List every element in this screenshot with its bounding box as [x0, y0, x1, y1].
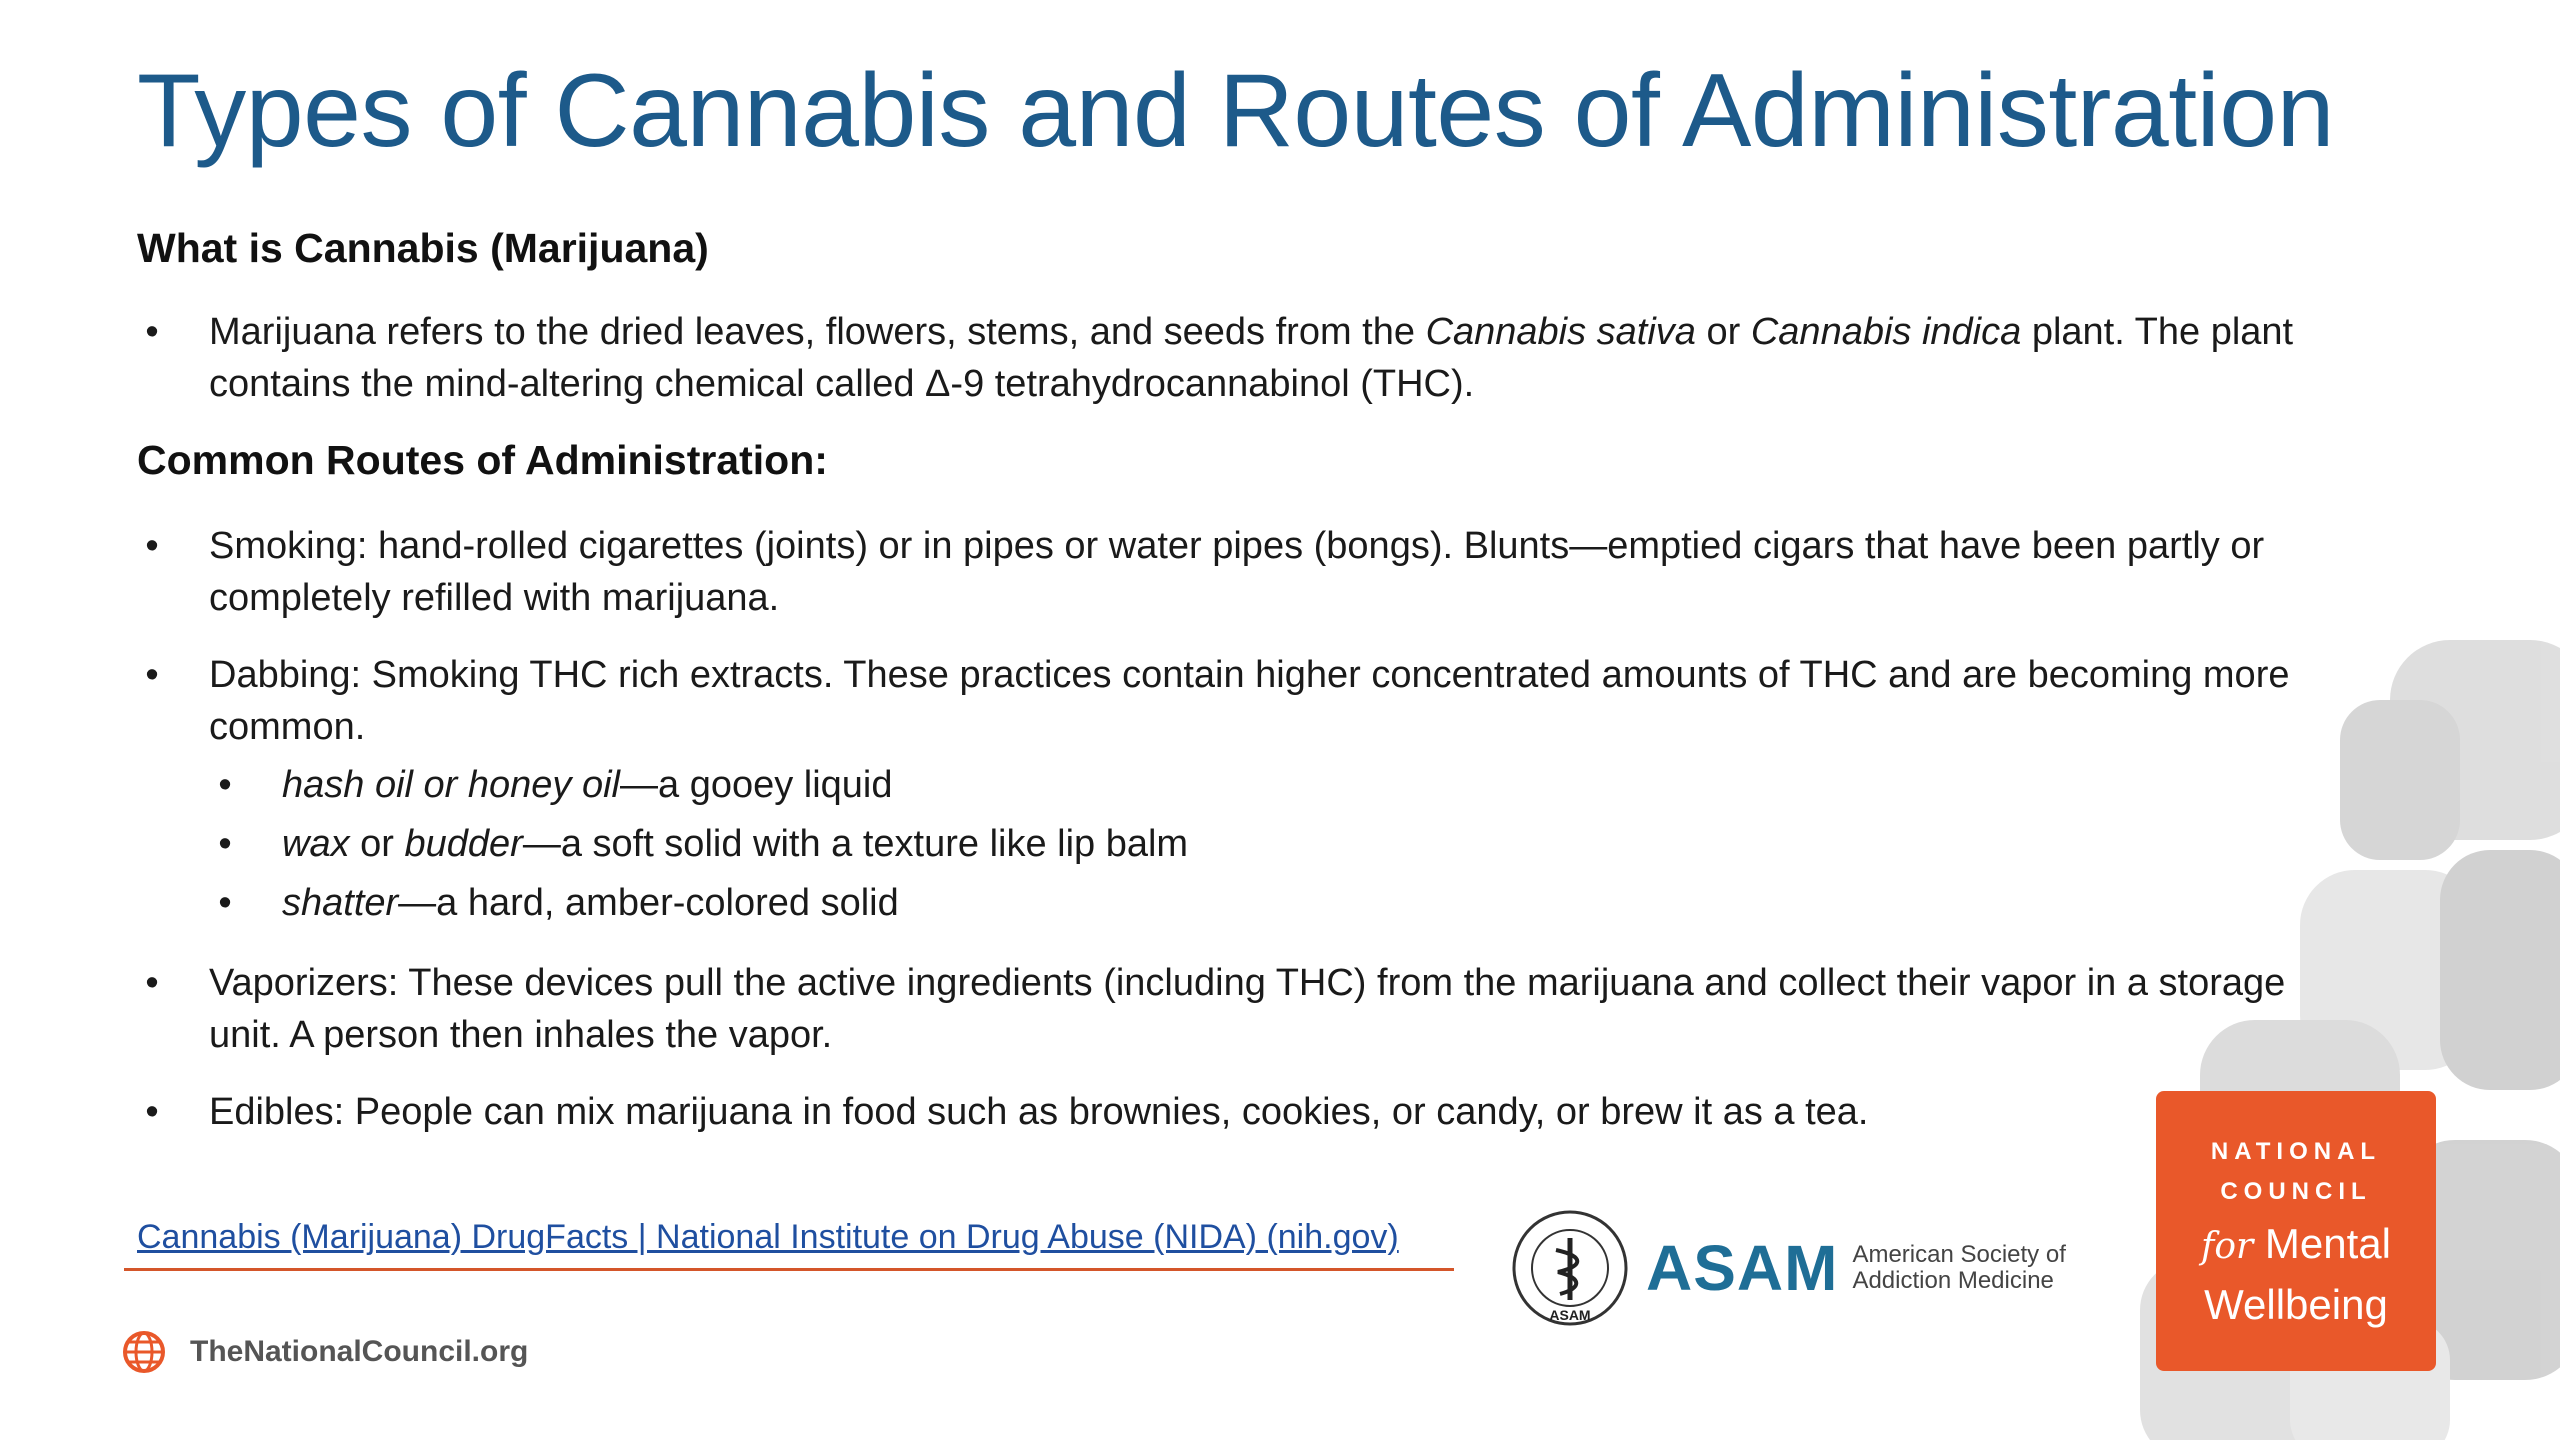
bullet-text: Dabbing: Smoking THC rich extracts. These practices contain higher concentrated amounts of THC and are becoming more common.	[209, 654, 2290, 748]
bullet-text: shatter—a hard, amber-colored solid	[282, 882, 899, 924]
section-heading-what-is-cannabis: What is Cannabis (Marijuana)	[137, 225, 709, 271]
section-heading-routes: Common Routes of Administration:	[137, 437, 828, 483]
list-item-vaporizers	[137, 957, 2367, 1061]
list-item-smoking	[137, 520, 2367, 624]
bullet-icon: •	[145, 654, 159, 696]
asam-logo	[1510, 1208, 2066, 1328]
bullet-icon: •	[145, 962, 159, 1004]
bullet-icon: •	[218, 823, 232, 865]
bullet-text: Marijuana refers to the dried leaves, flowers, stems, and seeds from the Cannabis sativa or Cannabis indica plant. The plant contains the mind-altering chemical called Δ-9 tetrahydrocannabinol (THC).	[209, 311, 2294, 405]
sub-list-item	[210, 818, 2310, 870]
globe-icon	[122, 1330, 166, 1374]
asam-subtitle	[1852, 1242, 2065, 1294]
bullet-text: hash oil or honey oil—a gooey liquid	[282, 764, 893, 806]
sub-list-item	[210, 759, 2310, 811]
nc-line-wellbeing: Wellbeing	[2204, 1280, 2388, 1328]
footer-site	[122, 1330, 528, 1374]
list-item-dabbing	[137, 649, 2367, 753]
bullet-icon: •	[145, 1091, 159, 1133]
page-title: Types of Cannabis and Routes of Administration	[137, 53, 2334, 169]
list-item-edibles	[137, 1086, 2367, 1138]
list-item	[137, 306, 2367, 410]
nc-line-council: COUNCIL	[2220, 1177, 2372, 1205]
bullet-text: Edibles: People can mix marijuana in food such as brownies, cookies, or candy, or brew it as a tea.	[209, 1091, 1869, 1133]
asam-seal-icon	[1510, 1208, 1630, 1328]
asam-wordmark: ASAM	[1646, 1232, 1839, 1304]
national-council-logo	[2156, 1091, 2436, 1371]
bullet-text: Smoking: hand-rolled cigarettes (joints) or in pipes or water pipes (bongs). Blunts—emptied cigars that have been partly or completely refilled with marijuana.	[209, 525, 2265, 619]
bullet-icon: •	[145, 525, 159, 567]
footer-divider	[124, 1268, 1454, 1271]
nc-line-national: NATIONAL	[2210, 1137, 2382, 1165]
bullet-icon: •	[218, 764, 232, 806]
bullet-text: wax or budder—a soft solid with a texture like lip balm	[282, 823, 1189, 865]
bullet-icon: •	[145, 311, 159, 353]
asam-subtitle-line2: Addiction Medicine	[1852, 1267, 2054, 1294]
bullet-icon: •	[218, 882, 232, 924]
bullet-text: Vaporizers: These devices pull the active ingredients (including THC) from the marijuana and collect their vapor in a storage unit. A person then inhales the vapor.	[209, 962, 2286, 1056]
sub-list-item	[210, 877, 2310, 929]
source-link[interactable]: Cannabis (Marijuana) DrugFacts | National Institute on Drug Abuse (NIDA) (nih.gov)	[137, 1218, 1399, 1256]
svg-text:ASAM: ASAM	[1549, 1307, 1591, 1323]
footer-site-text: TheNationalCouncil.org	[190, 1335, 529, 1368]
asam-subtitle-line1: American Society of	[1852, 1241, 2066, 1268]
nc-line-for-mental: for Mental	[2201, 1219, 2391, 1267]
